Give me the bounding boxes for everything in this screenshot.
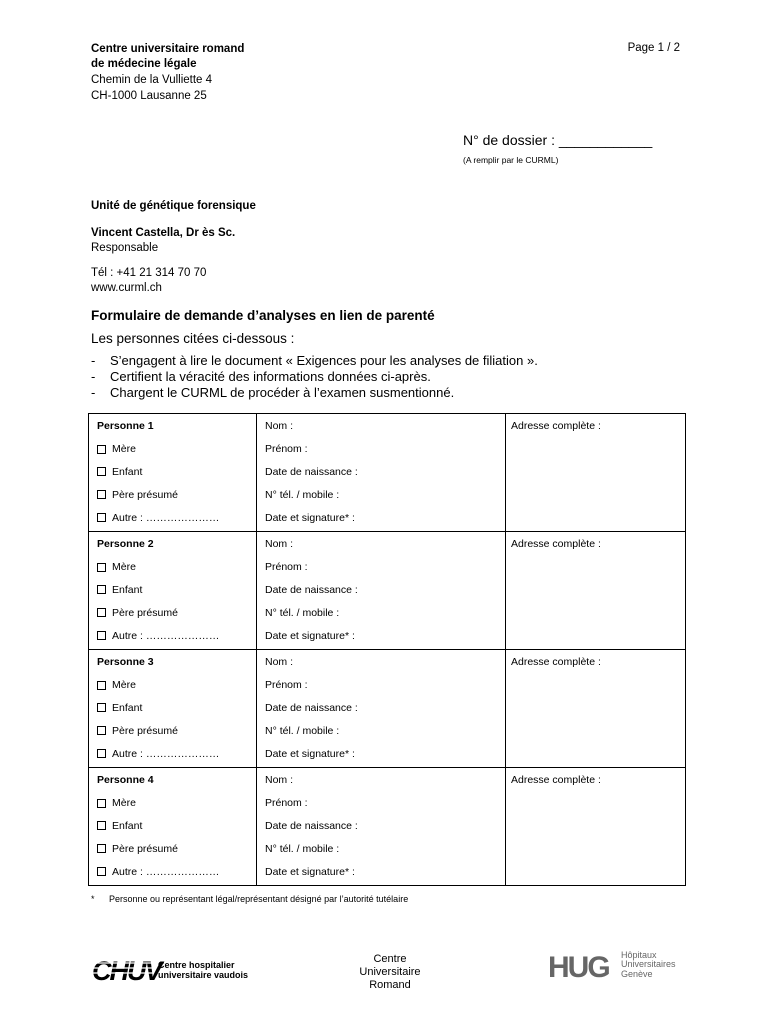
option-label: Mère	[112, 443, 136, 456]
option-label: Père présumé	[112, 842, 178, 855]
detail-field[interactable]: Nom :	[265, 420, 294, 433]
role-option[interactable]	[89, 792, 256, 815]
checkbox[interactable]	[97, 585, 106, 594]
address-label: Adresse complète :	[511, 774, 601, 787]
role-option[interactable]	[89, 438, 256, 461]
checkbox[interactable]	[97, 844, 106, 853]
person-title: Personne 3	[97, 656, 154, 669]
role-option[interactable]	[89, 815, 256, 838]
contact-info	[91, 266, 206, 296]
list-item: - S’engagent à lire le document « Exigences pour les analyses de filiation ».	[91, 353, 538, 368]
address-line-2: CH-1000 Lausanne 25	[91, 90, 207, 102]
detail-field[interactable]: N° tél. / mobile :	[265, 724, 340, 737]
role-option[interactable]	[89, 601, 256, 624]
person-details-cell	[257, 768, 506, 886]
contact-phone: Tél : +41 21 314 70 70	[91, 267, 207, 279]
option-label: Père présumé	[112, 488, 178, 501]
chuv-logo-mark	[91, 955, 161, 986]
checkbox[interactable]	[97, 467, 106, 476]
checkbox[interactable]	[97, 703, 106, 712]
chuv-name: Centre hospitalier universitaire vaudois	[158, 960, 249, 980]
person-role-cell	[89, 650, 257, 768]
option-label: Enfant	[112, 465, 143, 478]
option-label: Enfant	[112, 819, 143, 832]
detail-field[interactable]: Date de naissance :	[265, 583, 358, 596]
role-option[interactable]	[89, 461, 256, 484]
role-option[interactable]	[89, 556, 256, 579]
page-number: Page 1 / 2	[627, 42, 680, 54]
option-label: Mère	[112, 561, 136, 574]
detail-field[interactable]: Date et signature* :	[265, 747, 355, 760]
option-label: Autre : …………………	[112, 747, 220, 760]
role-option[interactable]	[89, 674, 256, 697]
checkbox[interactable]	[97, 445, 106, 454]
detail-field[interactable]: Date de naissance :	[265, 701, 358, 714]
checkbox[interactable]	[97, 608, 106, 617]
detail-field[interactable]: Date et signature* :	[265, 511, 355, 524]
person-row	[89, 532, 686, 650]
option-label: Autre : …………………	[112, 865, 220, 878]
person-address-cell[interactable]	[506, 650, 686, 768]
checkbox[interactable]	[97, 726, 106, 735]
contact-website[interactable]: www.curml.ch	[91, 282, 162, 294]
chuv-logo	[91, 955, 248, 985]
address-label: Adresse complète :	[511, 420, 601, 433]
person-details-cell	[257, 532, 506, 650]
footnote-marker: *	[91, 894, 95, 904]
person-role-cell	[89, 414, 257, 532]
role-option[interactable]	[89, 719, 256, 742]
detail-field[interactable]: Nom :	[265, 774, 294, 787]
hug-logo	[548, 949, 676, 984]
detail-field[interactable]: Nom :	[265, 656, 294, 669]
person-title: Personne 4	[97, 774, 154, 787]
hug-logo-mark	[548, 950, 616, 984]
person-row	[89, 768, 686, 886]
detail-field[interactable]: Nom :	[265, 538, 294, 551]
person-role-cell	[89, 768, 257, 886]
role-option[interactable]	[89, 742, 256, 765]
commitment-list	[91, 353, 538, 401]
checkbox[interactable]	[97, 799, 106, 808]
hug-logo-text: HUG	[548, 951, 609, 984]
checkbox[interactable]	[97, 867, 106, 876]
detail-field[interactable]: N° tél. / mobile :	[265, 606, 340, 619]
option-label: Autre : …………………	[112, 629, 220, 642]
checkbox[interactable]	[97, 513, 106, 522]
org-line-2: de médecine légale	[91, 57, 197, 70]
detail-field[interactable]: Prénom :	[265, 679, 308, 692]
role-option[interactable]	[89, 860, 256, 883]
organization-name	[91, 42, 244, 71]
chuv-logo-text: CHUV	[92, 956, 161, 986]
address-label: Adresse complète :	[511, 538, 601, 551]
curml-name: Centre Universitaire Romand	[359, 953, 421, 991]
role-option[interactable]	[89, 624, 256, 647]
address-label: Adresse complète :	[511, 656, 601, 669]
detail-field[interactable]: Date de naissance :	[265, 819, 358, 832]
persons-table	[88, 413, 686, 886]
person-address-cell[interactable]	[506, 532, 686, 650]
responsible-person	[91, 226, 235, 256]
person-details-cell	[257, 414, 506, 532]
dossier-note: (A remplir par le CURML)	[463, 155, 559, 165]
checkbox[interactable]	[97, 563, 106, 572]
person-address-cell[interactable]	[506, 768, 686, 886]
contact-role: Responsable	[91, 242, 159, 254]
contact-name: Vincent Castella, Dr ès Sc.	[91, 227, 236, 239]
option-label: Enfant	[112, 583, 143, 596]
checkbox[interactable]	[97, 490, 106, 499]
person-role-cell	[89, 532, 257, 650]
footnote	[91, 894, 408, 904]
detail-field[interactable]: Prénom :	[265, 797, 308, 810]
detail-field[interactable]: N° tél. / mobile :	[265, 842, 340, 855]
organization-address	[91, 72, 212, 104]
role-option[interactable]	[89, 483, 256, 506]
checkbox[interactable]	[97, 631, 106, 640]
detail-field[interactable]: N° tél. / mobile :	[265, 488, 340, 501]
option-label: Enfant	[112, 701, 143, 714]
person-row	[89, 414, 686, 532]
checkbox[interactable]	[97, 681, 106, 690]
unit-name: Unité de génétique forensique	[91, 200, 256, 212]
list-item: - Chargent le CURML de procéder à l’examen susmentionné.	[91, 385, 455, 400]
option-label: Père présumé	[112, 724, 178, 737]
dossier-number-field[interactable]: N° de dossier : ____________	[463, 132, 653, 148]
checkbox[interactable]	[97, 749, 106, 758]
detail-field[interactable]: Prénom :	[265, 443, 308, 456]
role-option[interactable]	[89, 506, 256, 529]
detail-field[interactable]: Date et signature* :	[265, 629, 355, 642]
option-label: Mère	[112, 679, 136, 692]
hug-name: Hôpitaux Universitaires Genève	[621, 949, 676, 979]
detail-field[interactable]: Prénom :	[265, 561, 308, 574]
option-label: Père présumé	[112, 606, 178, 619]
person-title: Personne 2	[97, 538, 154, 551]
detail-field[interactable]: Date et signature* :	[265, 865, 355, 878]
person-address-cell[interactable]	[506, 414, 686, 532]
list-item: - Certifient la véracité des informations données ci-après.	[91, 369, 431, 384]
option-label: Mère	[112, 797, 136, 810]
option-label: Autre : …………………	[112, 511, 220, 524]
person-title: Personne 1	[97, 420, 154, 433]
person-details-cell	[257, 650, 506, 768]
org-line-1: Centre universitaire romand	[91, 43, 245, 55]
form-title: Formulaire de demande d’analyses en lien de parenté	[91, 308, 435, 323]
role-option[interactable]	[89, 697, 256, 720]
form-intro: Les personnes citées ci-dessous :	[91, 331, 295, 346]
role-option[interactable]	[89, 579, 256, 602]
person-row	[89, 650, 686, 768]
checkbox[interactable]	[97, 821, 106, 830]
role-option[interactable]	[89, 837, 256, 860]
address-line-1: Chemin de la Vulliette 4	[91, 74, 213, 86]
detail-field[interactable]: Date de naissance :	[265, 465, 358, 478]
footnote-text: Personne ou représentant légal/représentant désigné par l’autorité tutélaire	[109, 894, 409, 904]
